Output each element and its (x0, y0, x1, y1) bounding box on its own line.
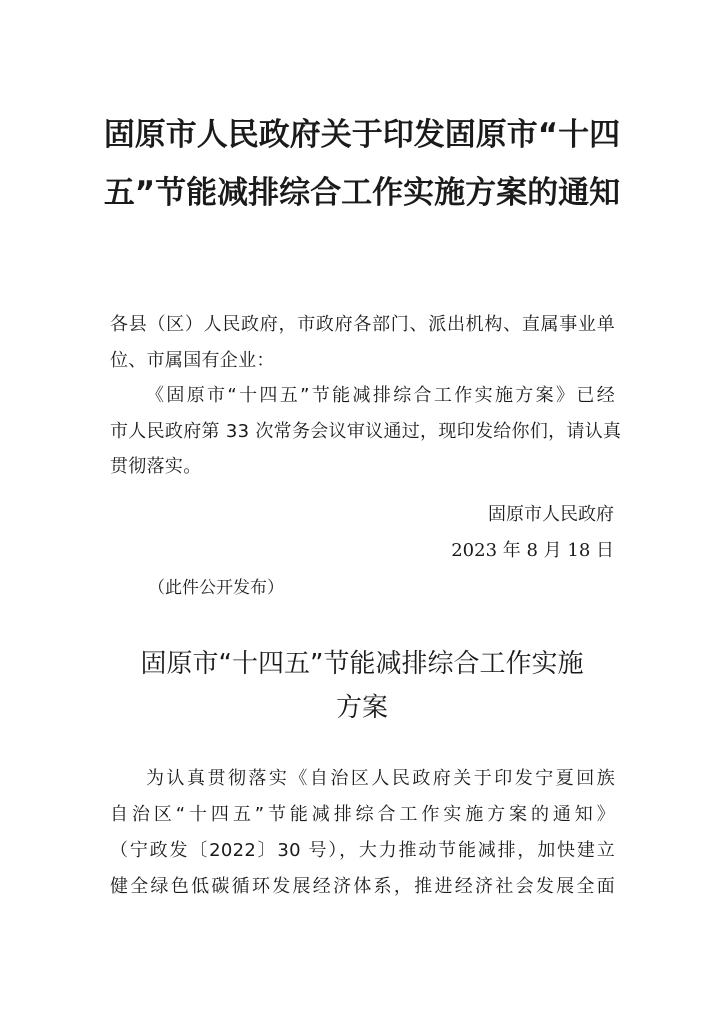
plan-body-line-3: （宁政发〔2022〕30 号），大力推动节能减排，加快建立 (110, 840, 615, 861)
plan-body-line-2: 自治区“十四五”节能减排综合工作实施方案的通知》 (110, 804, 615, 825)
salutation-line-1: 各县（区）人民政府，市政府各部门、派出机构、直属事业单 (110, 314, 615, 335)
salutation-line-2: 位、市属国有企业： (110, 349, 275, 371)
salutation (110, 307, 615, 378)
plan-body-line-1: 为认真贯彻落实《自治区人民政府关于印发宁夏回族 (146, 768, 615, 789)
public-release-note: （此件公开发布） (148, 578, 284, 598)
issuer-signature: 固原市人民政府 (488, 504, 614, 525)
notice-line-3: 贯彻落实。 (110, 456, 202, 477)
document-title-line-1: 固原市人民政府关于印发固原市“十四 (103, 117, 621, 153)
issue-date: 2023 年 8 月 18 日 (451, 540, 614, 561)
plan-title (100, 642, 624, 730)
plan-title-line-2: 方案 (335, 693, 388, 723)
notice-line-2: 市人民政府第 33 次常务会议审议通过，现印发给你们，请认真 (110, 420, 622, 442)
notice-line-1: 《固原市“十四五”节能减排综合工作实施方案》已经 (146, 385, 615, 406)
document-title-line-2: 五”节能减排综合工作实施方案的通知 (103, 175, 621, 211)
plan-body-paragraph (110, 761, 615, 905)
notice-paragraph (110, 378, 622, 485)
plan-body-line-4: 健全绿色低碳循环发展经济体系，推进经济社会发展全面 (110, 876, 615, 897)
document-title (100, 106, 624, 222)
plan-title-line-1: 固原市“十四五”节能减排综合工作实施 (140, 649, 584, 679)
